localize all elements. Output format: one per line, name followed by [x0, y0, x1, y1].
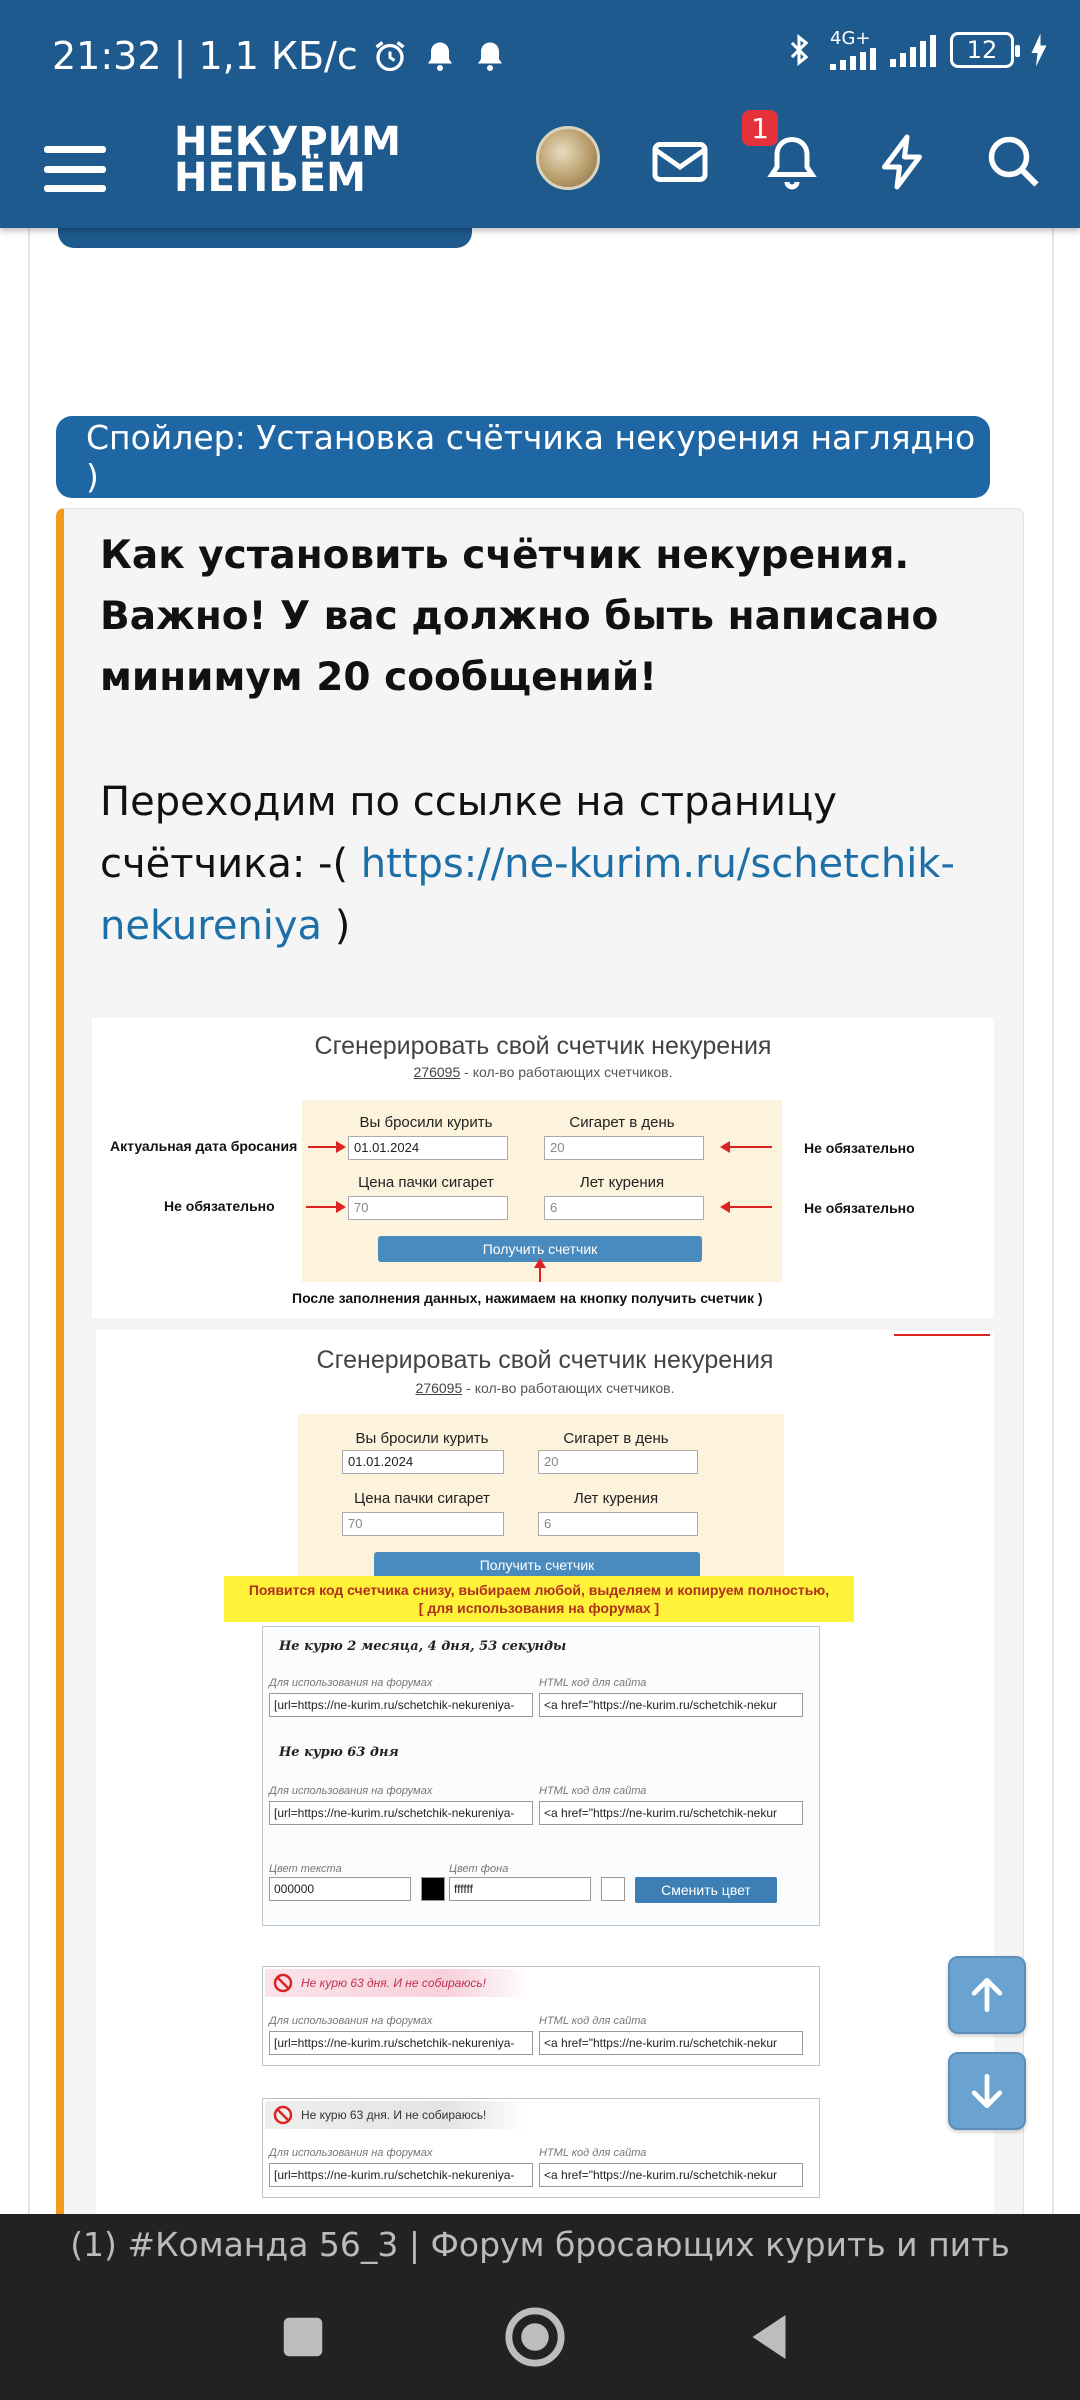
home-button[interactable]	[502, 2304, 568, 2370]
signal-icon	[830, 48, 876, 70]
count-value: 276095	[415, 1380, 463, 1396]
forum-label: Для использования на форумах	[269, 2015, 433, 2027]
count-value: 276095	[413, 1064, 461, 1080]
quit-date-field: 01.01.2024	[342, 1450, 504, 1474]
spoiler-heading: Как установить счётчик некурения. Важно! У вас должно быть написано минимум 20 сообщений!	[100, 533, 939, 700]
bg-color-field: ffffff	[449, 1877, 591, 1901]
html-code-field: <a href="https://ne-kurim.ru/schetchik-nekur	[539, 2031, 803, 2055]
html-label: HTML код для сайта	[539, 1677, 647, 1689]
status-right	[782, 30, 1050, 70]
notification-badge: 1	[742, 110, 778, 146]
price-field: 70	[342, 1512, 504, 1536]
battery-icon	[950, 32, 1014, 68]
bluetooth-icon	[782, 30, 816, 70]
network-type: 4G+	[830, 28, 871, 49]
bell-icon	[422, 38, 458, 74]
years-field: 6	[544, 1196, 704, 1220]
logo-line-1: НЕКУРИМ	[174, 119, 401, 165]
forum-code-field: [url=https://ne-kurim.ru/schetchik-nekureniya-	[269, 2163, 533, 2187]
menu-icon[interactable]	[44, 138, 106, 200]
spoiler-text	[100, 771, 1000, 957]
no-smoking-icon	[273, 2105, 293, 2125]
bg-color-label: Цвет фона	[449, 1863, 509, 1875]
cigs-label: Сигарет в день	[569, 1114, 675, 1131]
arrow-left	[722, 1206, 772, 1208]
html-code-field: <a href="https://ne-kurim.ru/schetchik-nekur	[539, 2163, 803, 2187]
logo-line-2: НЕПЬЁМ	[174, 155, 366, 201]
forum-code-field: [url=https://ne-kurim.ru/schetchik-nekureniya-	[269, 1693, 533, 1717]
quit-date-label: Вы бросили курить	[355, 1430, 489, 1447]
text-color-label: Цвет текста	[269, 1863, 342, 1875]
bg-color-swatch	[601, 1877, 625, 1901]
outro-text: )	[334, 903, 351, 949]
status-time-speed: 21:32 | 1,1 КБ/с	[52, 34, 358, 78]
note-optional: Не обязательно	[804, 1140, 915, 1156]
counter-count	[96, 1380, 994, 1396]
cigs-field: 20	[538, 1450, 698, 1474]
scroll-down-button[interactable]	[948, 2052, 1026, 2130]
html-label: HTML код для сайта	[539, 1785, 647, 1797]
counter-count	[92, 1064, 994, 1080]
counter-banner	[265, 1969, 529, 1997]
years-label: Лет курения	[573, 1490, 659, 1507]
forum-label: Для использования на форумах	[269, 1785, 433, 1797]
app-header	[0, 111, 1080, 228]
arrow-up-icon	[965, 1973, 1009, 2017]
text-color-swatch	[421, 1877, 445, 1901]
counter-text: Не курю 63 дня	[279, 1745, 399, 1760]
count-suffix: - кол-во работающих счетчиков.	[464, 1064, 673, 1080]
change-color-button: Сменить цвет	[635, 1877, 777, 1903]
red-line	[894, 1334, 990, 1336]
forum-label: Для использования на форумах	[269, 1677, 433, 1689]
alarm-icon	[372, 38, 408, 74]
arrow-left	[722, 1146, 772, 1148]
get-counter-button: Получить счетчик	[374, 1552, 700, 1578]
back-button[interactable]	[736, 2304, 802, 2370]
quit-date-label: Вы бросили курить	[359, 1114, 493, 1131]
arrow-down-icon	[965, 2069, 1009, 2113]
arrow-up	[539, 1266, 541, 1282]
banner-text: Не курю 63 дня. И не собираюсь!	[301, 2108, 487, 2122]
system-nav-bar	[0, 2276, 1080, 2400]
banner-code-box	[262, 2098, 820, 2198]
note-optional: Не обязательно	[804, 1200, 915, 1216]
yellow-note	[224, 1576, 854, 1622]
price-field: 70	[348, 1196, 508, 1220]
no-smoking-icon	[273, 1973, 293, 1993]
bolt-icon[interactable]	[872, 132, 932, 192]
battery-level: 12	[966, 36, 998, 64]
status-left	[52, 34, 508, 78]
page-title-bar: (1) #Команда 56_3 | Форум бросающих курить и пить	[0, 2214, 1080, 2276]
note-optional: Не обязательно	[164, 1198, 275, 1214]
note-actual-date: Актуальная дата бросания	[110, 1138, 298, 1154]
image-title: Сгенерировать свой счетчик некурения	[316, 1346, 774, 1374]
arrow-right	[306, 1206, 344, 1208]
scroll-up-button[interactable]	[948, 1956, 1026, 2034]
get-counter-button: Получить счетчик	[378, 1236, 702, 1262]
yellow-note-line-2: [ для использования на форумах ]	[418, 1600, 660, 1616]
recents-button[interactable]	[270, 2304, 336, 2370]
spoiler-toggle-button[interactable]: Спойлер: Установка счётчика некурения наглядно )	[56, 416, 990, 498]
counter-page-link[interactable]: https://ne-kurim.ru/schetchik-nekureniya	[100, 841, 955, 949]
status-bar	[0, 0, 1080, 114]
tutorial-image-result	[96, 1330, 994, 2220]
years-label: Лет курения	[579, 1174, 665, 1191]
html-label: HTML код для сайта	[539, 2147, 647, 2159]
price-label: Цена пачки сигарет	[358, 1174, 494, 1191]
years-field: 6	[538, 1512, 698, 1536]
cigs-label: Сигарет в день	[563, 1430, 669, 1447]
site-logo[interactable]	[174, 119, 401, 201]
image-title: Сгенерировать свой счетчик некурения	[314, 1032, 772, 1060]
mobile-network	[830, 30, 876, 70]
arrow-up-head	[534, 1258, 546, 1268]
counter-banner	[265, 2101, 529, 2129]
price-label: Цена пачки сигарет	[354, 1490, 490, 1507]
signal-icon	[890, 33, 936, 67]
count-suffix: - кол-во работающих счетчиков.	[466, 1380, 675, 1396]
tutorial-image-form	[92, 1018, 994, 1318]
arrow-right	[308, 1146, 344, 1148]
quit-date-field: 01.01.2024	[348, 1136, 508, 1160]
text-color-field: 000000	[269, 1877, 411, 1901]
banner-text: Не курю 63 дня. И не собираюсь!	[301, 1976, 487, 1990]
note-bottom: После заполнения данных, нажимаем на кнопку получить счетчик )	[292, 1290, 763, 1306]
counter-code-box	[262, 1626, 820, 1926]
forum-label: Для использования на форумах	[269, 2147, 433, 2159]
forum-code-field: [url=https://ne-kurim.ru/schetchik-nekureniya-	[269, 1801, 533, 1825]
counter-text: Не курю 2 месяца, 4 дня, 53 секунды	[279, 1639, 567, 1654]
avatar[interactable]	[536, 126, 600, 190]
html-code-field: <a href="https://ne-kurim.ru/schetchik-nekur	[539, 1693, 803, 1717]
yellow-note-line-1: Появится код счетчика снизу, выбираем любой, выделяем и копируем полностью,	[248, 1582, 830, 1598]
banner-code-box	[262, 1966, 820, 2066]
forum-code-field: [url=https://ne-kurim.ru/schetchik-nekureniya-	[269, 2031, 533, 2055]
intro-text: Переходим по ссылке на страницу счётчика: -(	[100, 779, 837, 887]
bell-icon	[472, 38, 508, 74]
mail-icon[interactable]	[650, 132, 710, 192]
html-label: HTML код для сайта	[539, 2015, 647, 2027]
search-icon[interactable]	[984, 132, 1044, 192]
cigs-field: 20	[544, 1136, 704, 1160]
charging-icon	[1028, 32, 1050, 68]
html-code-field: <a href="https://ne-kurim.ru/schetchik-nekur	[539, 1801, 803, 1825]
